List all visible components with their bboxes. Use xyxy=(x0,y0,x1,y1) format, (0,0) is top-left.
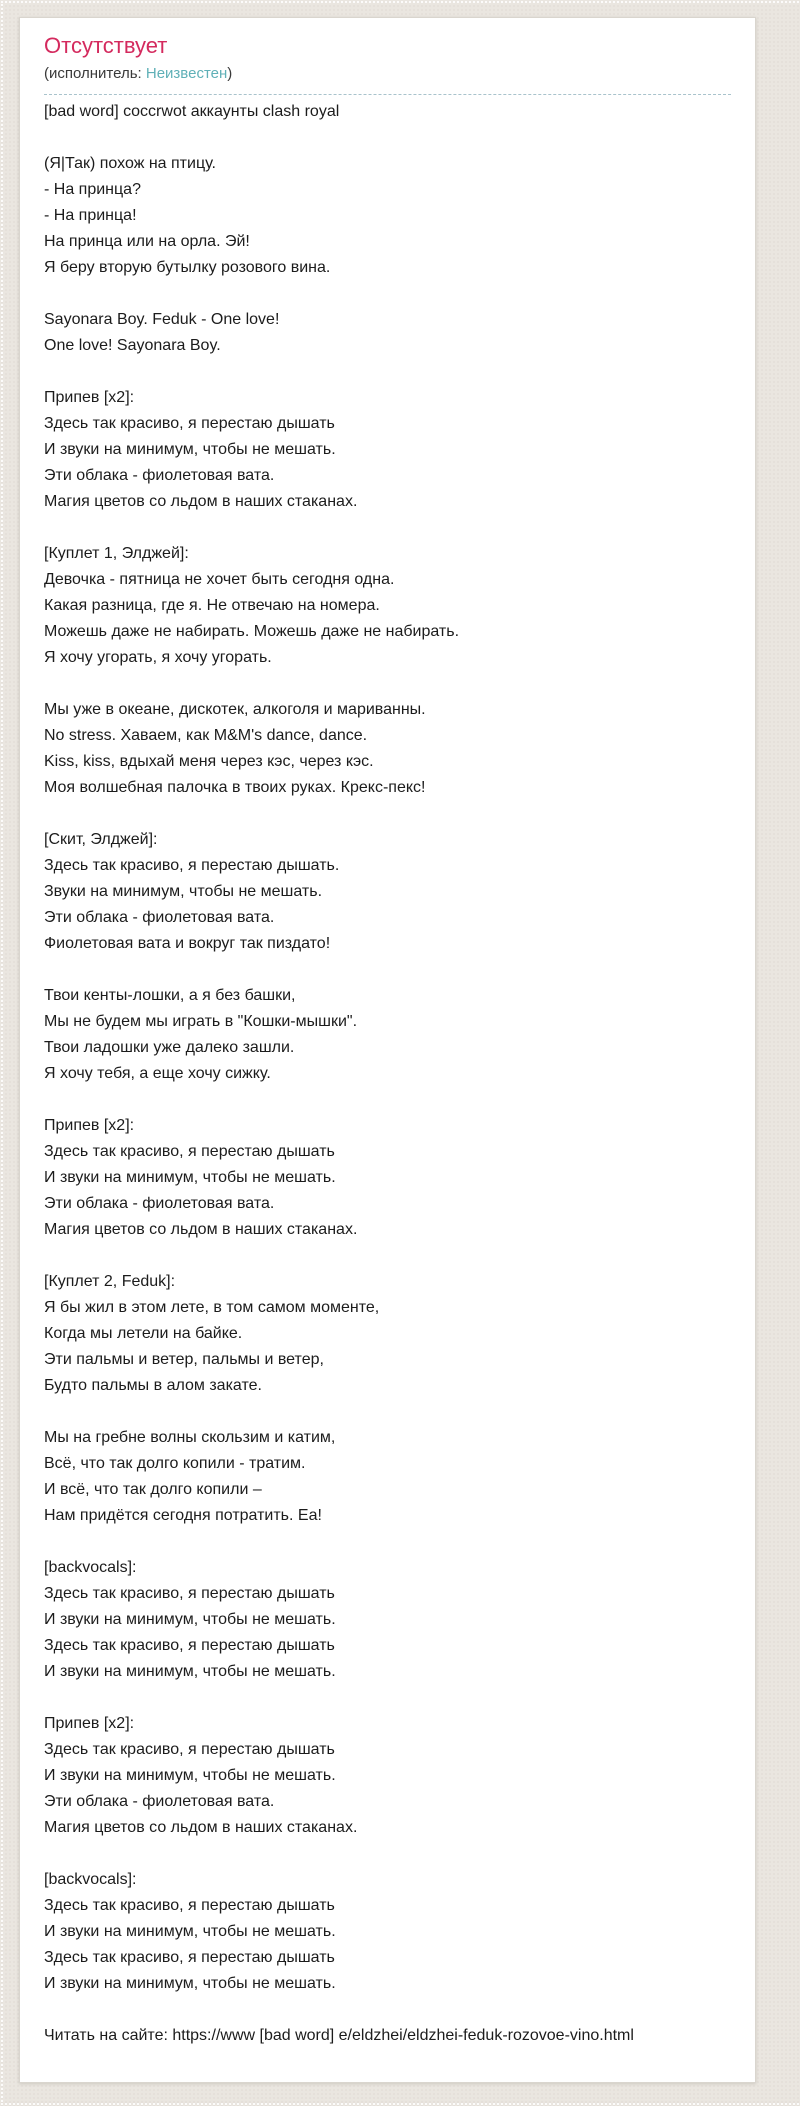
lyric-line: И звуки на минимум, чтобы не мешать. xyxy=(44,1767,336,1784)
lyric-line: Какая разница, где я. Не отвечаю на номера. xyxy=(44,597,380,614)
lyric-line: Припев [x2]: xyxy=(44,1117,135,1134)
artist-label-open: (исполнитель: xyxy=(44,65,146,82)
lyric-line: [Куплет 1, Элджей]: xyxy=(44,545,189,562)
lyric-line: [Скит, Элджей]: xyxy=(44,831,158,848)
lyric-line: И звуки на минимум, чтобы не мешать. xyxy=(44,441,336,458)
stanza xyxy=(44,1113,731,1243)
lyric-line: Здесь так красиво, я перестаю дышать xyxy=(44,415,335,432)
lyric-line: И всё, что так долго копили – xyxy=(44,1481,262,1498)
stanza xyxy=(44,1555,731,1685)
lyric-line: Здесь так красиво, я перестаю дышать xyxy=(44,1741,335,1758)
song-header xyxy=(44,32,731,95)
lyric-line: Припев [x2]: xyxy=(44,1715,135,1732)
lyrics-card xyxy=(19,17,756,2083)
lyric-line: Фиолетовая вата и вокруг так пиздато! xyxy=(44,935,331,952)
stanza xyxy=(44,827,731,957)
lyric-line: - На принца! xyxy=(44,207,137,224)
lyric-line: Эти облака - фиолетовая вата. xyxy=(44,1195,275,1212)
lyric-line: Мы не будем мы играть в "Кошки-мышки". xyxy=(44,1013,358,1030)
lyric-line: Здесь так красиво, я перестаю дышать xyxy=(44,1949,335,1966)
artist-line xyxy=(44,64,731,84)
lyric-line: Sayonara Boy. Feduk - One love! xyxy=(44,311,280,328)
lyric-line: Всё, что так долго копили - тратим. xyxy=(44,1455,306,1472)
lyric-line: Здесь так красиво, я перестаю дышать xyxy=(44,1143,335,1160)
lyric-line: Мы на гребне волны скользим и катим, xyxy=(44,1429,336,1446)
lyric-line: Мы уже в океане, дискотек, алкоголя и мариванны. xyxy=(44,701,426,718)
lyric-line: Твои ладошки уже далеко зашли. xyxy=(44,1039,295,1056)
lyric-line: [Куплет 2, Feduk]: xyxy=(44,1273,176,1290)
stanza xyxy=(44,307,731,359)
lyric-line: И звуки на минимум, чтобы не мешать. xyxy=(44,1923,336,1940)
lyric-line: Моя волшебная палочка в твоих руках. Крекс-пекс! xyxy=(44,779,426,796)
footer-line xyxy=(44,2023,731,2049)
stanza xyxy=(44,1867,731,1997)
lyric-line: Здесь так красиво, я перестаю дышать xyxy=(44,1585,335,1602)
lyric-line: Эти облака - фиолетовая вата. xyxy=(44,1793,275,1810)
lyric-line: И звуки на минимум, чтобы не мешать. xyxy=(44,1663,336,1680)
lyric-line: И звуки на минимум, чтобы не мешать. xyxy=(44,1611,336,1628)
stanza xyxy=(44,541,731,671)
stanza xyxy=(44,151,731,281)
stanza xyxy=(44,983,731,1087)
lyric-line: Нам придётся сегодня потратить. Еа! xyxy=(44,1507,322,1524)
artist-label-close: ) xyxy=(227,65,233,82)
stanza xyxy=(44,385,731,515)
lyric-line: No stress. Хаваем, как M&M's dance, dance. xyxy=(44,727,368,744)
page-title: Отсутствует xyxy=(44,33,168,58)
lyric-line: Эти облака - фиолетовая вата. xyxy=(44,467,275,484)
stanza xyxy=(44,1425,731,1529)
lyric-line: Припев [x2]: xyxy=(44,389,135,406)
lyric-line: [backvocals]: xyxy=(44,1559,137,1576)
lyric-line: Я беру вторую бутылку розового вина. xyxy=(44,259,331,276)
lyric-line: Будто пальмы в алом закате. xyxy=(44,1377,262,1394)
stanza xyxy=(44,1269,731,1399)
lyric-line: Магия цветов со льдом в наших стаканах. xyxy=(44,1221,358,1238)
lyric-line: И звуки на минимум, чтобы не мешать. xyxy=(44,1169,336,1186)
lyric-line: Когда мы летели на байке. xyxy=(44,1325,243,1342)
lyric-line: Здесь так красиво, я перестаю дышать xyxy=(44,1897,335,1914)
lyric-line: Звуки на минимум, чтобы не мешать. xyxy=(44,883,323,900)
footer-read-on-site-label: Читать на сайте: xyxy=(44,2027,173,2044)
stanza xyxy=(44,697,731,801)
lyric-line: Здесь так красиво, я перестаю дышать xyxy=(44,1637,335,1654)
lyrics xyxy=(44,99,731,1997)
stanza xyxy=(44,1711,731,1841)
lyric-line: - На принца? xyxy=(44,181,141,198)
footer-url: https://www [bad word] e/eldzhei/eldzhei-feduk-rozovoe-vino.html xyxy=(172,2027,634,2044)
lyric-line: Kiss, kiss, вдыхай меня через кэс, через кэс. xyxy=(44,753,374,770)
stanza xyxy=(44,99,731,125)
lyric-line: На принца или на орла. Эй! xyxy=(44,233,250,250)
lyric-line: Эти пальмы и ветер, пальмы и ветер, xyxy=(44,1351,324,1368)
lyric-line: (Я|Так) похож на птицу. xyxy=(44,155,216,172)
lyric-line: [backvocals]: xyxy=(44,1871,137,1888)
lyric-line: Я хочу угорать, я хочу угорать. xyxy=(44,649,272,666)
lyric-line: Девочка - пятница не хочет быть сегодня одна. xyxy=(44,571,395,588)
lyric-line: Можешь даже не набирать. Можешь даже не набирать. xyxy=(44,623,460,640)
lyric-line: One love! Sayonara Boy. xyxy=(44,337,221,354)
lyric-line: Твои кенты-лошки, а я без башки, xyxy=(44,987,296,1004)
lyric-line: Я хочу тебя, а еще хочу сижку. xyxy=(44,1065,271,1082)
lyric-line: Здесь так красиво, я перестаю дышать. xyxy=(44,857,340,874)
lyric-line: [bad word] coccrwot аккаунты clash royal xyxy=(44,103,340,120)
lyric-line: Я бы жил в этом лете, в том самом моменте, xyxy=(44,1299,380,1316)
lyric-line: Магия цветов со льдом в наших стаканах. xyxy=(44,1819,358,1836)
lyric-line: И звуки на минимум, чтобы не мешать. xyxy=(44,1975,336,1992)
lyric-line: Магия цветов со льдом в наших стаканах. xyxy=(44,493,358,510)
lyric-line: Эти облака - фиолетовая вата. xyxy=(44,909,275,926)
artist-link[interactable]: Неизвестен xyxy=(145,65,228,82)
